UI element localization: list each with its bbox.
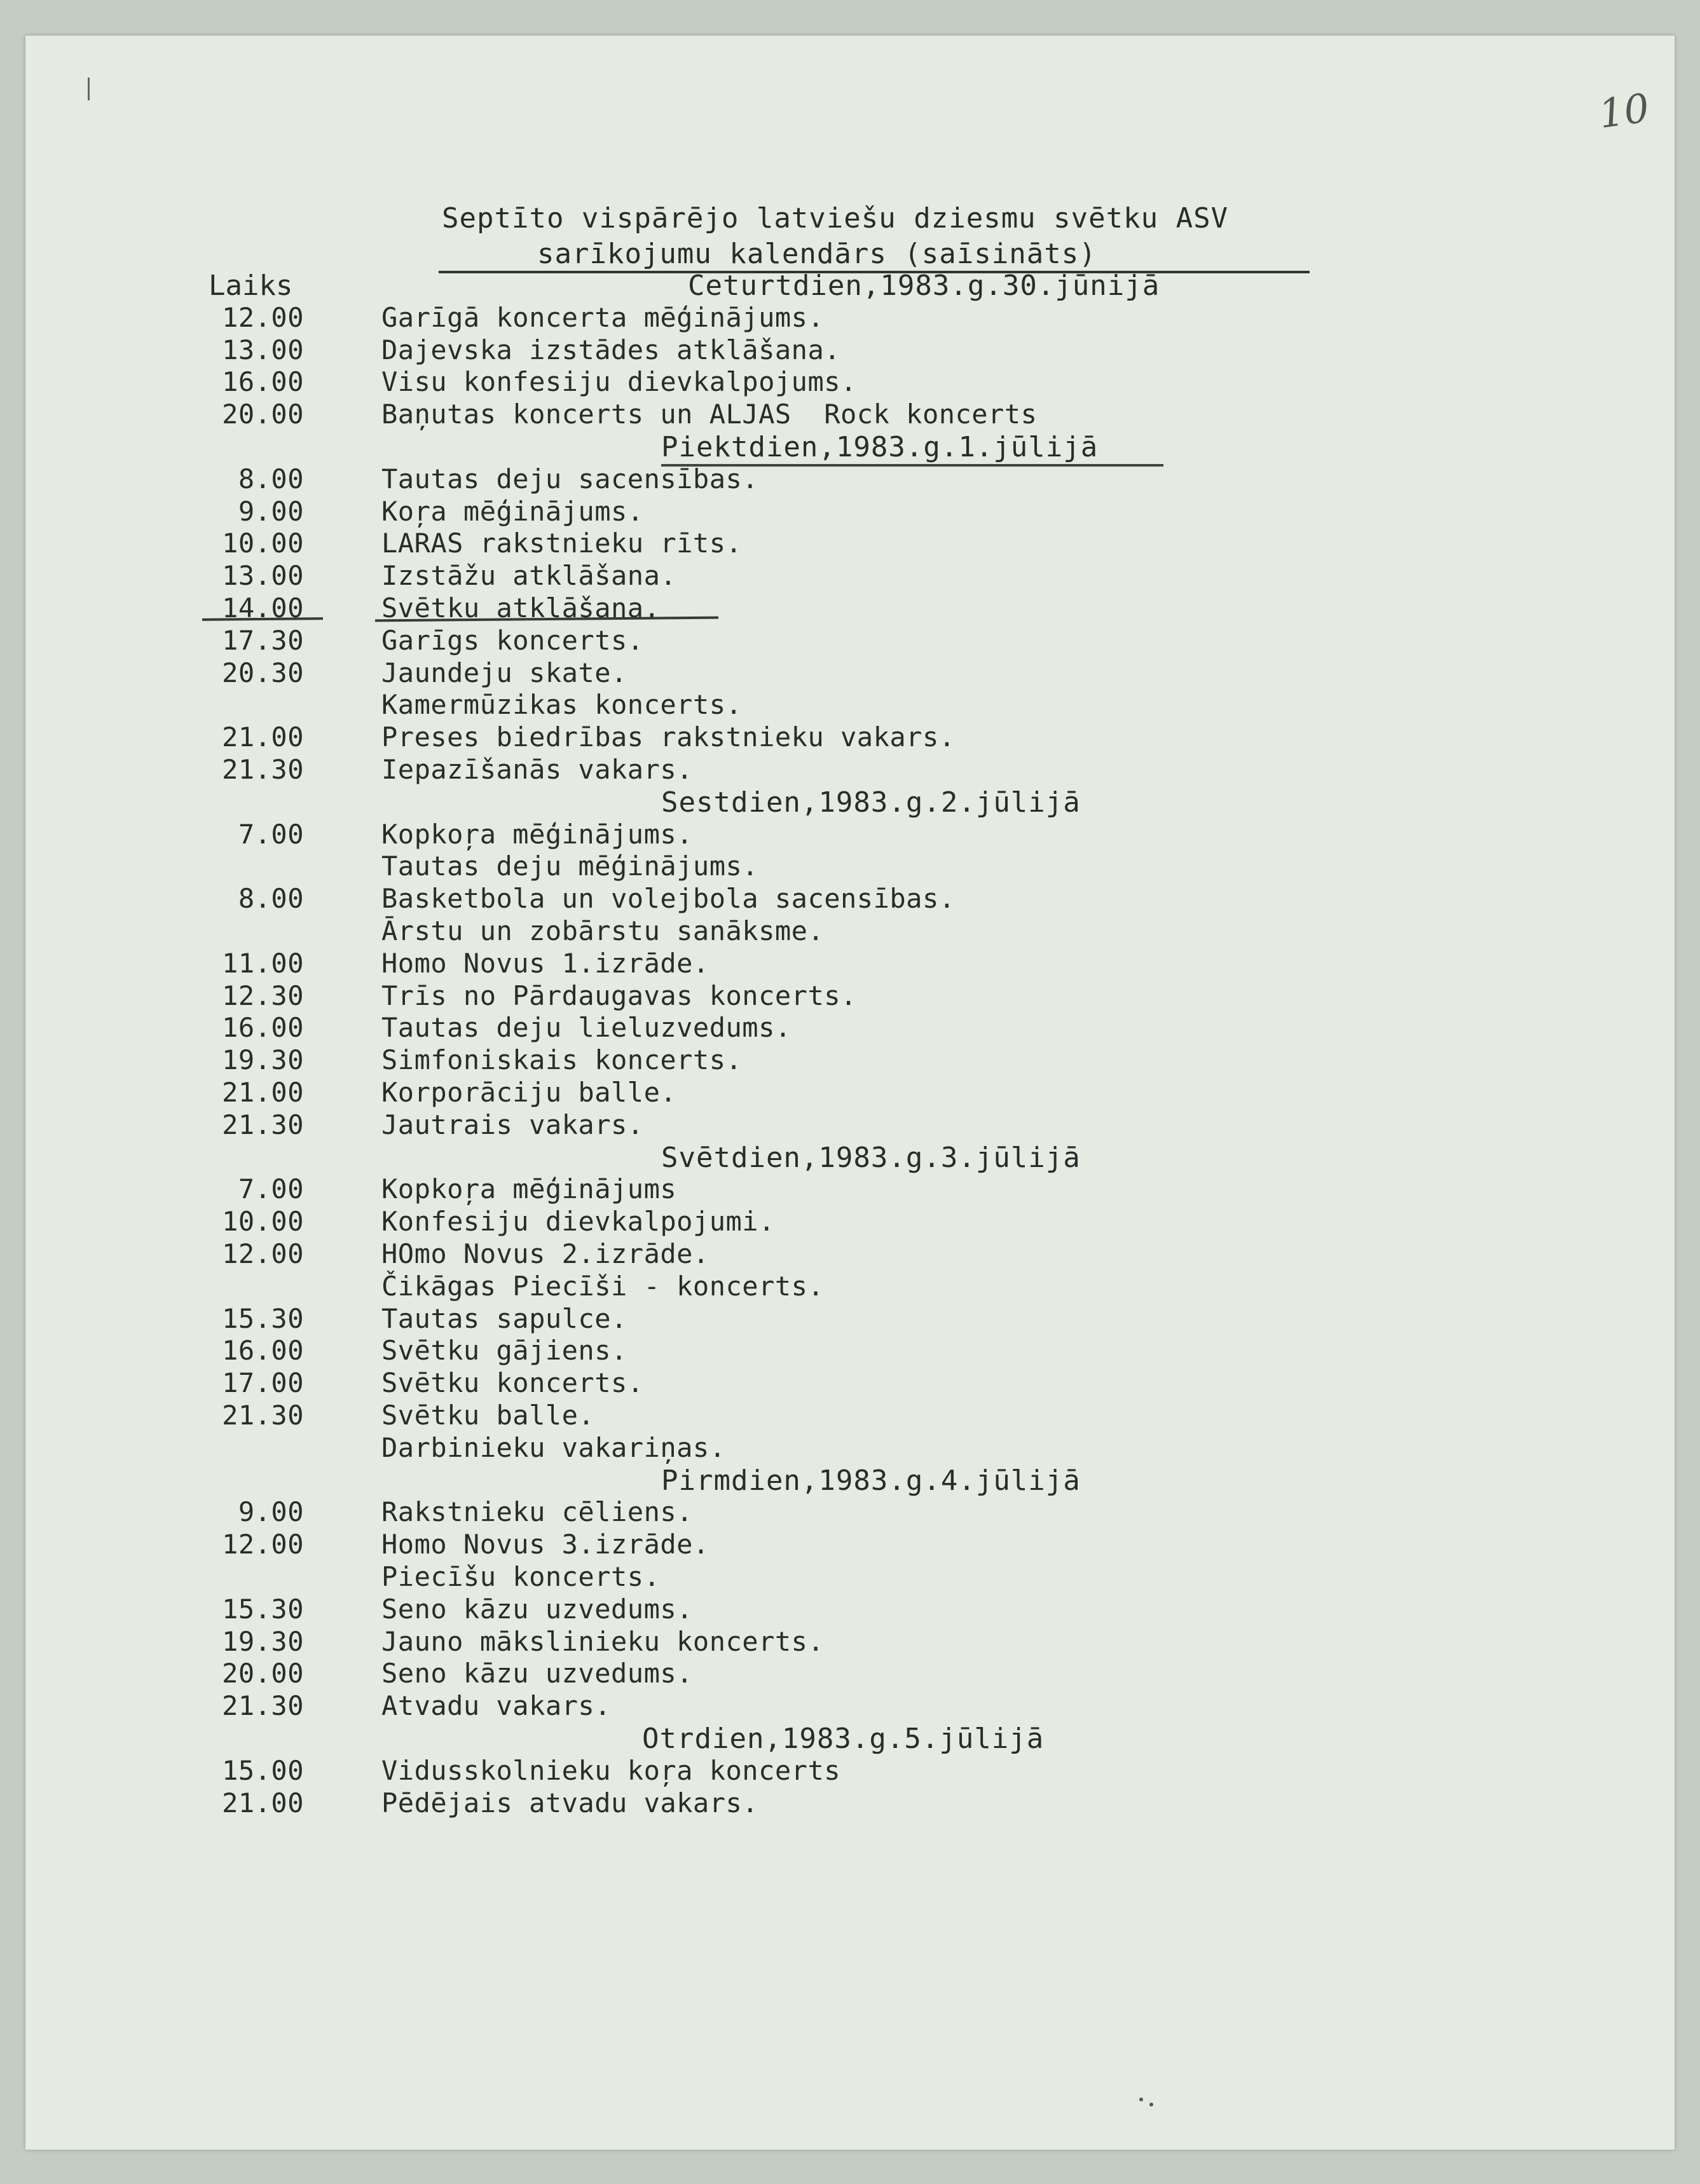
entry-time: 19.30: [222, 1044, 304, 1076]
schedule-entry: [209, 1755, 1416, 1787]
entry-event: Atvadu vakars.: [381, 1690, 612, 1722]
schedule-entry: [209, 560, 1416, 592]
entry-event: Garīgs koncerts.: [381, 624, 644, 656]
entry-event: Tautas deju lieluzvedums.: [381, 1012, 792, 1044]
entry-event: Tautas deju mēģinājums.: [381, 850, 759, 882]
entry-time: 20.00: [222, 1658, 304, 1689]
schedule-entry: [209, 496, 1416, 528]
entry-time: 15.00: [222, 1754, 304, 1786]
entry-time: 19.30: [222, 1625, 304, 1657]
schedule-entry: [209, 850, 1416, 882]
schedule-entry: [209, 1594, 1416, 1625]
entry-time: 12.00: [222, 1238, 304, 1269]
schedule-entry: [209, 689, 1416, 721]
entry-event: Preses biedrības rakstnieku vakars.: [381, 721, 956, 753]
entry-event: HOmo Novus 2.izrāde.: [381, 1238, 709, 1269]
schedule-entry: [209, 1012, 1416, 1044]
entry-event: Jautrais vakars.: [381, 1109, 644, 1140]
entry-event: Tautas deju sacensības.: [381, 463, 759, 495]
time-column-label: Laiks: [209, 270, 293, 302]
day-heading: Piektdien,1983.g.1.jūlijā: [661, 431, 1099, 463]
schedule-entry: [209, 1303, 1416, 1335]
schedule-entry: [209, 1529, 1416, 1560]
entry-time: 10.00: [222, 528, 304, 559]
entry-time: 12.00: [222, 1529, 304, 1560]
schedule-entry: [209, 1335, 1416, 1367]
entry-event: Homo Novus 1.izrāde.: [381, 947, 709, 979]
scan-mark: [88, 78, 90, 100]
schedule-entry: [209, 1658, 1416, 1689]
entry-time: 16.00: [222, 1335, 304, 1367]
entry-time: 20.00: [222, 399, 304, 430]
entry-event: Seno kāzu uzvedums.: [381, 1593, 693, 1625]
entry-event: Rakstnieku cēliens.: [381, 1496, 693, 1528]
schedule-entry: [209, 1238, 1416, 1270]
schedule-entry: [209, 1432, 1416, 1464]
entry-time: 7.00: [238, 1173, 304, 1205]
schedule-entry: [209, 657, 1416, 689]
entry-event: Svētku koncerts.: [381, 1367, 644, 1399]
entry-time: 21.30: [222, 1690, 304, 1722]
entry-event: Iepazīšanās vakars.: [381, 754, 693, 785]
day-heading: Otrdien,1983.g.5.jūlijā: [642, 1723, 1045, 1755]
schedule-entry: [209, 1787, 1416, 1819]
day-heading: Svētdien,1983.g.3.jūlijā: [661, 1141, 1081, 1174]
entry-event: Visu konfesiju dievkalpojums.: [381, 366, 857, 398]
entry-event: Svētku gājiens.: [381, 1335, 627, 1367]
entry-event: Ārstu un zobārstu sanāksme.: [381, 915, 825, 946]
entry-event: Kopkoŗa mēģinājums: [381, 1173, 677, 1205]
schedule-entry: [209, 1109, 1416, 1141]
entry-event: Garīgā koncerta mēģinājums.: [381, 301, 825, 333]
entry-event: Tautas sapulce.: [381, 1302, 627, 1334]
schedule-entry: [209, 625, 1416, 657]
schedule-entry: [209, 1626, 1416, 1658]
schedule-entry: [209, 1173, 1416, 1205]
schedule-entry: [209, 915, 1416, 947]
entry-time: 12.00: [222, 301, 304, 333]
entry-event: Darbinieku vakariņas.: [381, 1431, 726, 1463]
document-page: [25, 36, 1675, 2150]
entry-event: Svētku atklāšana.: [381, 592, 661, 624]
day-heading: Sestdien,1983.g.2.jūlijā: [661, 786, 1081, 819]
schedule-entry: [209, 399, 1416, 430]
schedule-entry: [209, 1271, 1416, 1302]
entry-time: 10.00: [222, 1206, 304, 1238]
schedule-entry: [209, 1206, 1416, 1238]
entry-time: 21.00: [222, 1787, 304, 1819]
entry-event: Baņutas koncerts un ALJAS Rock koncerts: [381, 399, 1038, 430]
entry-time: 20.30: [222, 657, 304, 688]
schedule-entry: [209, 1561, 1416, 1593]
entry-event: Seno kāzu uzvedums.: [381, 1658, 693, 1689]
document-title-line-1: Septīto vispārējo latviešu dziesmu svētku ASV: [442, 202, 1229, 235]
entry-event: Basketbola un volejbola sacensības.: [381, 883, 956, 915]
entry-time: 13.00: [222, 560, 304, 592]
entry-event: Vidusskolnieku koŗa koncerts: [381, 1754, 841, 1786]
entry-event: LARAS rakstnieku rīts.: [381, 528, 743, 559]
schedule-entry: [209, 334, 1416, 366]
handwritten-page-number: 10: [1596, 84, 1652, 138]
entry-event: Trīs no Pārdaugavas koncerts.: [381, 979, 857, 1011]
entry-time: 16.00: [222, 366, 304, 398]
stray-dot: [1139, 2098, 1143, 2101]
schedule-entry: [209, 1400, 1416, 1431]
document-title-line-2: sarīkojumu kalendārs (saīsināts): [537, 238, 1097, 270]
schedule-entry: [209, 1044, 1416, 1076]
entry-time: 13.00: [222, 334, 304, 365]
entry-time: 15.30: [222, 1593, 304, 1625]
entry-event: Korporāciju balle.: [381, 1077, 677, 1108]
schedule-entry: [209, 302, 1416, 334]
schedule-entry: [209, 463, 1416, 495]
entry-time: 15.30: [222, 1302, 304, 1334]
entry-time: 14.00: [222, 592, 304, 624]
schedule-entry: [209, 721, 1416, 753]
day-heading: Pirmdien,1983.g.4.jūlijā: [661, 1464, 1081, 1497]
entry-time: 17.30: [222, 624, 304, 656]
entry-event: Jaundeju skate.: [381, 657, 627, 688]
entry-time: 8.00: [238, 463, 304, 495]
entry-event: Koŗa mēģinājums.: [381, 495, 644, 527]
entry-event: Svētku balle.: [381, 1400, 595, 1431]
schedule-entry: [209, 528, 1416, 559]
entry-event: Kamermūzikas koncerts.: [381, 689, 743, 721]
entry-time: 9.00: [238, 1496, 304, 1528]
entry-time: 21.30: [222, 1400, 304, 1431]
stray-dot: [1149, 2103, 1153, 2106]
entry-time: 21.30: [222, 754, 304, 785]
entry-time: 17.00: [222, 1367, 304, 1399]
schedule-entry: [209, 1690, 1416, 1722]
entry-event: Simfoniskais koncerts.: [381, 1044, 743, 1076]
entry-event: Čikāgas Piecīši - koncerts.: [381, 1270, 825, 1302]
entry-time: 16.00: [222, 1012, 304, 1044]
entry-time: 21.00: [222, 721, 304, 753]
entry-time: 11.00: [222, 947, 304, 979]
entry-time: 21.00: [222, 1077, 304, 1108]
schedule-entry: [209, 948, 1416, 979]
schedule-entry: [209, 1077, 1416, 1109]
schedule-entry: [209, 1367, 1416, 1399]
entry-time: 21.30: [222, 1109, 304, 1140]
day-heading: Ceturtdien,1983.g.30.jūnijā: [688, 270, 1160, 302]
entry-event: Pēdējais atvadu vakars.: [381, 1787, 759, 1819]
schedule-entry: [209, 819, 1416, 850]
entry-time: 8.00: [238, 883, 304, 915]
entry-time: 9.00: [238, 495, 304, 527]
entry-event: Piecīšu koncerts.: [381, 1561, 661, 1592]
schedule-entry: [209, 754, 1416, 786]
entry-event: Izstāžu atklāšana.: [381, 560, 677, 592]
schedule-entry: [209, 1496, 1416, 1528]
entry-time: 7.00: [238, 818, 304, 850]
entry-event: Kopkoŗa mēģinājums.: [381, 818, 693, 850]
entry-event: Homo Novus 3.izrāde.: [381, 1529, 709, 1560]
schedule-entry: [209, 883, 1416, 915]
entry-time: 12.30: [222, 979, 304, 1011]
entry-event: Dajevska izstādes atklāšana.: [381, 334, 841, 365]
entry-event: Konfesiju dievkalpojumi.: [381, 1206, 775, 1238]
schedule-entry: [209, 980, 1416, 1012]
entry-event: Jauno mākslinieku koncerts.: [381, 1625, 825, 1657]
schedule-entry: [209, 366, 1416, 398]
